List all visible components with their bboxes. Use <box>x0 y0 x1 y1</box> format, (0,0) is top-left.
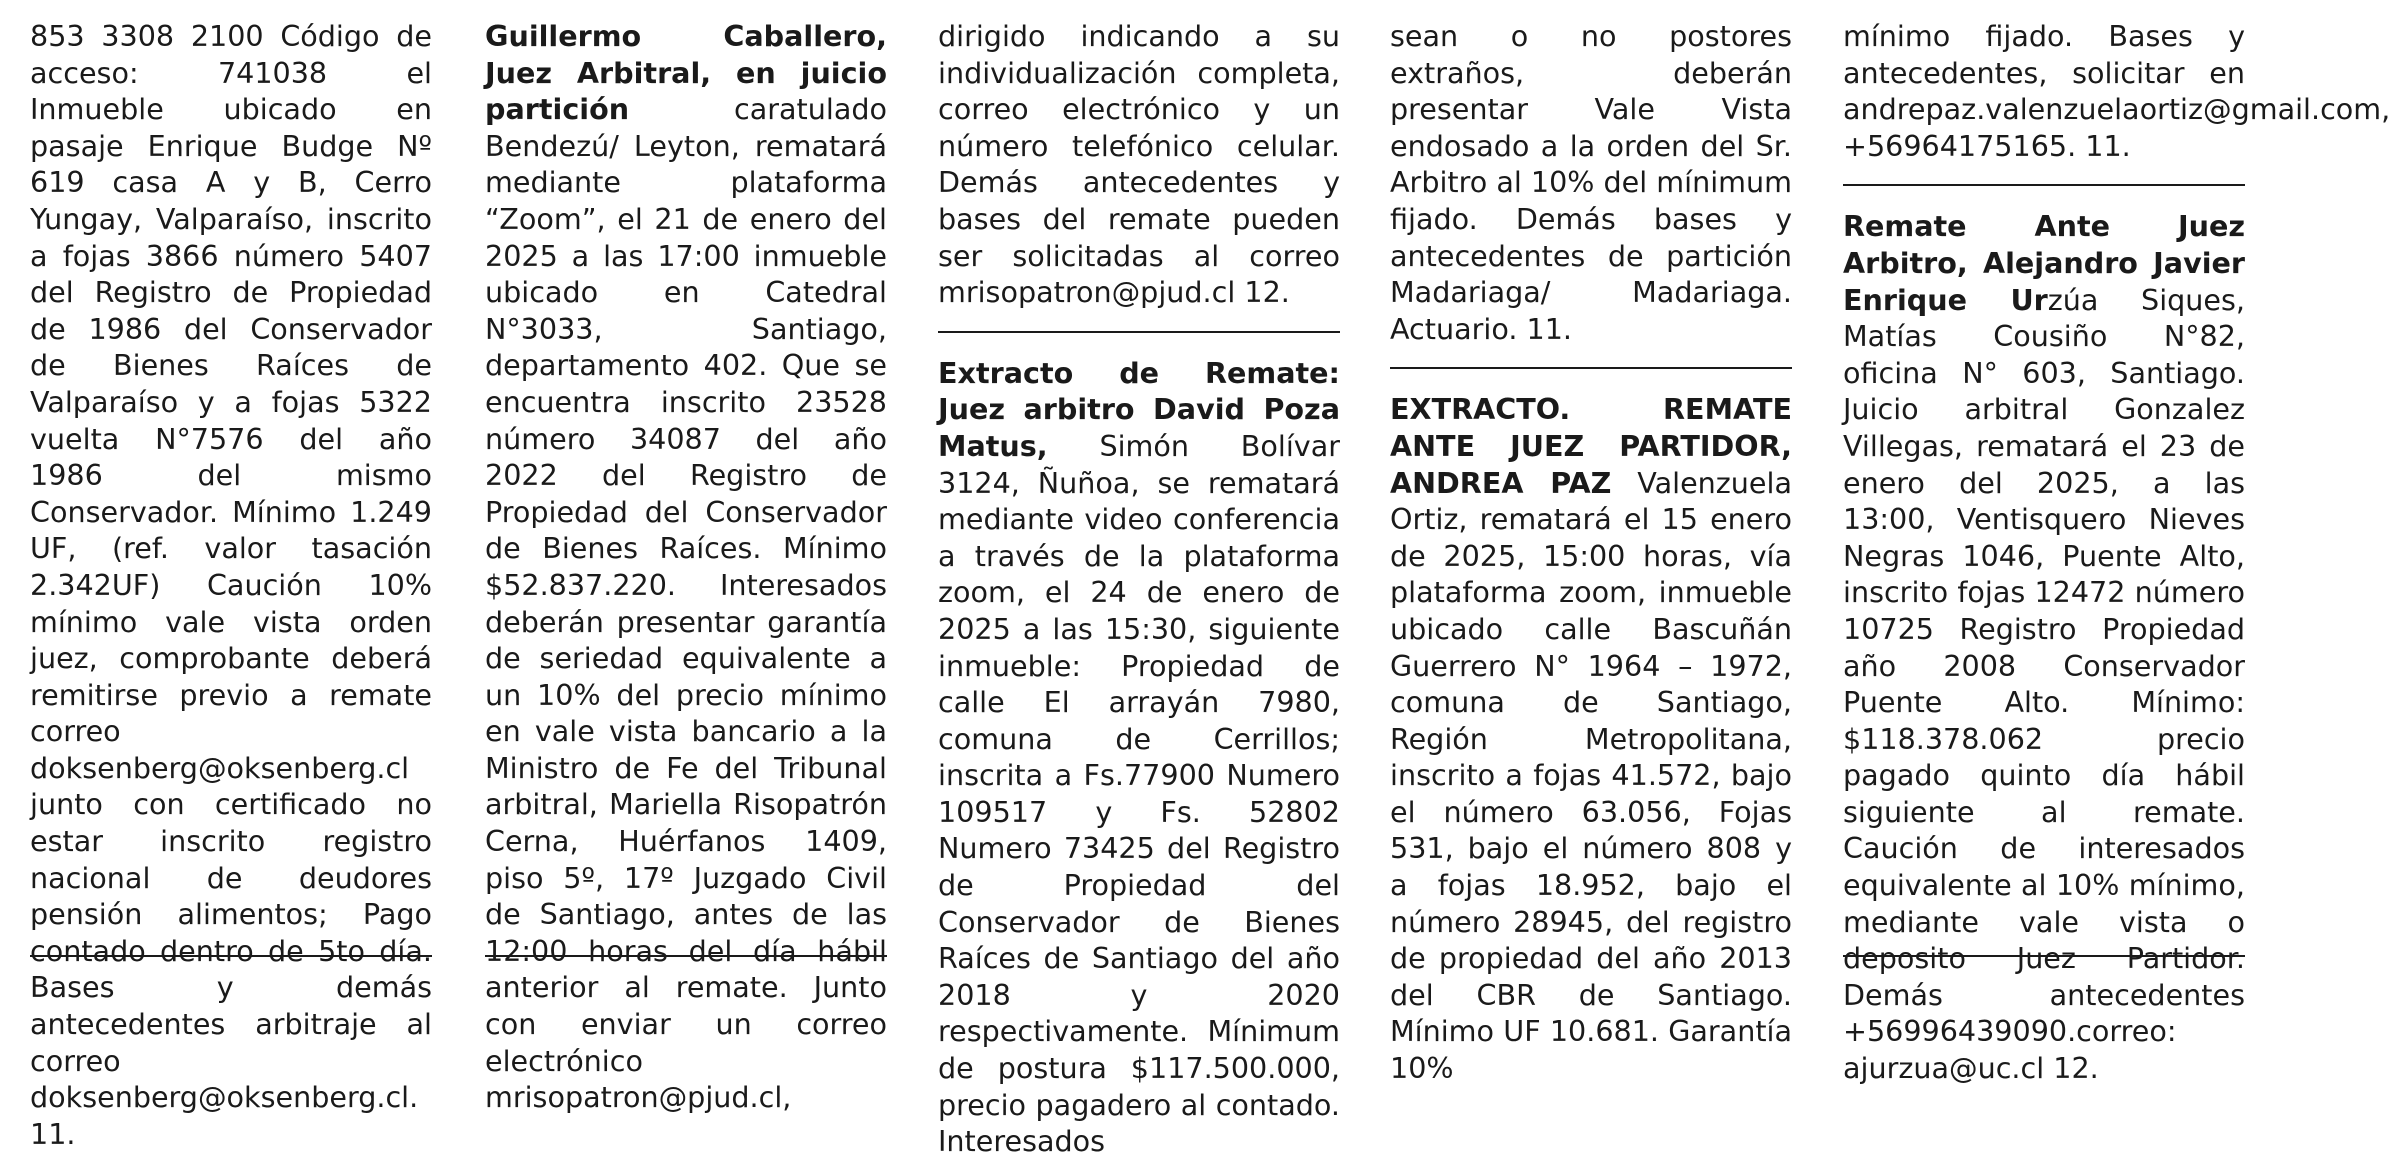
notice-body: 853 3308 2100 Código de acceso: 741038 el Inmueble ubicado en pasaje Enrique Budge Nº 619 casa A y B, Cerro Yungay, Valparaíso, inscrito a fojas 3866 número 5407 del Registro de Propiedad de 1986 del Conservador de Bienes Raíces de Valparaíso y a fojas 5322 vuelta N°7576 del año 1986 del mismo Conservador. Mínimo 1.249 UF, (ref. valor tasación 2.342UF) Caución 10% mínimo vale vista orden juez, comprobante deberá remitirse previo a remate correo doksenberg@oksenberg.cl junto con certificado no estar inscrito registro nacional de deudores pensión alimentos; Pago contado dentro de 5to día. Bases y demás antecedentes arbitraje al correo doksenberg@oksenberg.cl. 11. <box>30 19 432 1151</box>
notice-divider <box>1843 184 2245 186</box>
notice-heading: Remate Ante Juez Arbitro, Alejandro Javier Enrique Ur <box>1843 209 2245 317</box>
notice-andrea-paz <box>1390 391 1792 1086</box>
column-4 <box>1390 18 1792 1087</box>
column-2 <box>485 18 887 1116</box>
column-2-bottom-rule <box>485 955 887 957</box>
notice-body: caratulado Bendezú/ Leyton, rematará mediante plataforma “Zoom”, el 21 de enero del 2025 a las 17:00 inmueble ubicado en Catedral N°3033, Santiago, departamento 402. Que se encuentra inscrito 23528 número 34087 del año 2022 del Registro de Propiedad del Conservador de Bienes Raíces. Mínimo $52.837.220. Interesados deberán presentar garantía de seriedad equivalente a un 10% del precio mínimo en vale vista bancario a la Ministro de Fe del Tribunal arbitral, Mariella Risopatrón Cerna, Huérfanos 1409, piso 5º, 17º Juzgado Civil de Santiago, antes de las 12:00 horas del día hábil anterior al remate. Junto con enviar un correo electrónico mrisopatron@pjud.cl, <box>485 92 887 1115</box>
notice-body: zúa Siques, Matías Cousiño N°82, oficina N° 603, Santiago. Juicio arbitral Gonzalez Villegas, rematará el 23 de enero del 2025, a las 13:00, Ventisquero Nieves Negras 1046, Puente Alto, inscrito fojas 12472 número 10725 Registro Propiedad año 2008 Conservador Puente Alto. Mínimo: $118.378.062 precio pagado quinto día hábil siguiente al remate. Caución de interesados equivalente al 10% mínimo, mediante vale vista o deposito Juez Partidor. Demás antecedentes +56996439090.correo: ajurzua@uc.cl 12. <box>1843 282 2245 1086</box>
notice-body: dirigido indicando a su individualización completa, correo electrónico y un número telefónico celular. Demás antecedentes y bases del remate pueden ser solicitadas al correo mrisopatron@pjud.cl 12. <box>938 19 1340 310</box>
notice-divider <box>938 331 1340 333</box>
notice-heading: EXTRACTO. REMATE ANTE JUEZ PARTIDOR, ANDREA PAZ <box>1390 392 1792 500</box>
notice-heading: Guillermo Caballero, Juez Arbitral, en juicio partición <box>485 19 887 127</box>
notice-body: Simón Bolívar 3124, Ñuñoa, se rematará mediante video conferencia a través de la plataforma zoom, el 24 de enero de 2025 a las 15:30, siguiente inmueble: Propiedad de calle El arrayán 7980, comuna de Cerrillos; inscrita a Fs.77900 Numero 109517 y Fs. 52802 Numero 73425 del Registro de Propiedad del Conservador de Bienes Raíces de Santiago del año 2018 y 2020 respectivamente. Mínimum de postura $117.500.000, precio pagadero al contado. Interesados <box>938 428 1340 1159</box>
column-1-bottom-rule <box>30 955 432 957</box>
notice-poza-matus-continuation <box>1390 18 1792 347</box>
notice-body: Valenzuela Ortiz, rematará el 15 enero de 2025, 15:00 horas, vía plataforma zoom, inmueble ubicado calle Bascuñán Guerrero N° 1964 – 1972, comuna de Santiago, Región Metropolitana, inscrito a fojas 41.572, bajo el número 63.056, Fojas 531, bajo el número 808 y a fojas 18.952, bajo el número 28945, del registro de propiedad del año 2013 del CBR de Santiago. Mínimo UF 10.681. Garantía 10% <box>1390 465 1792 1086</box>
notice-andrea-paz-continuation <box>1843 18 2390 164</box>
notice-poza-matus <box>938 355 1340 1160</box>
notice-body: sean o no postores extraños, deberán presentar Vale Vista endosado a la orden del Sr. Arbitro al 10% del mínimum fijado. Demás bases y antecedentes de partición Madariaga/ Madariaga. Actuario. 11. <box>1390 19 1793 346</box>
column-5 <box>1843 18 2390 1087</box>
column-3 <box>938 18 1340 1160</box>
notice-heading: Extracto de Remate: Juez arbitro David Poza Matus, <box>938 355 1340 463</box>
notice-body: mínimo fijado. Bases y antecedentes, solicitar en andrepaz.valenzuelaortiz@gmail.com, +56964175165. 11. <box>1843 19 2390 163</box>
column-5-bottom-rule <box>1843 955 2245 957</box>
notice-divider <box>1390 367 1792 369</box>
notice-caballero <box>485 18 887 1116</box>
notice-oksenberg-continuation <box>30 18 432 1152</box>
column-1 <box>30 18 432 1152</box>
notice-caballero-continuation <box>938 18 1340 311</box>
